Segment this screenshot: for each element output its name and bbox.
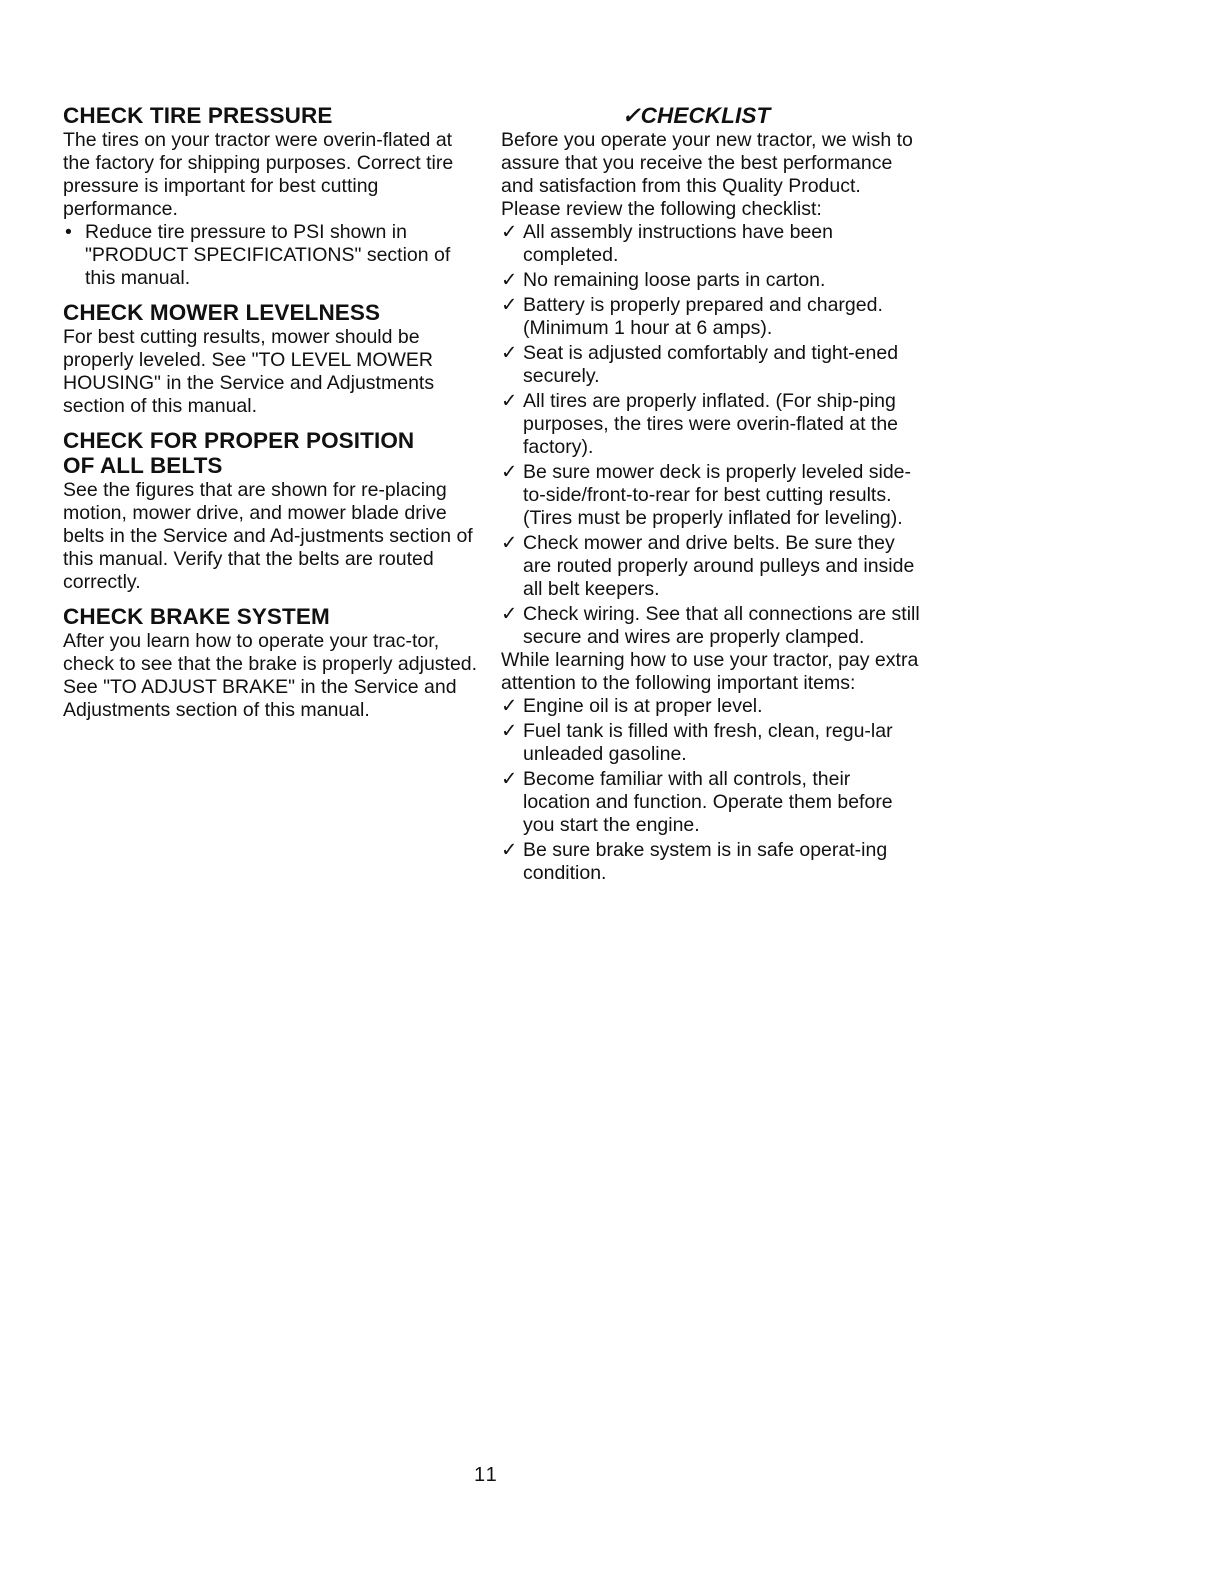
section-body-tire-pressure: The tires on your tractor were overin-flated at the factory for shipping purposes. Correct tire pressure is important for best cutting performance.	[63, 129, 454, 220]
check-icon: ✓	[501, 603, 518, 625]
checklist-item	[501, 532, 921, 601]
check-icon: ✓	[501, 342, 518, 364]
check-icon: ✓	[501, 269, 518, 291]
section-body-brake-system: After you learn how to operate your trac-tor, check to see that the brake is properly adjusted. See "TO ADJUST BRAKE" in the Service and Adjustments section of this manual.	[63, 630, 478, 721]
checklist-item-text: Seat is adjusted comfortably and tight-ened securely.	[523, 342, 899, 387]
checklist-item	[501, 603, 921, 649]
check-icon: ✓	[501, 768, 518, 790]
section-body-belts: See the figures that are shown for re-placing motion, mower drive, and mower blade drive belts in the Service and Ad-justments section of this manual. Verify that the belts are routed correctly.	[63, 479, 473, 593]
bullet-item-psi	[63, 221, 483, 290]
checklist-item-text: All assembly instructions have been completed.	[523, 221, 833, 266]
section-title-belts-line2: OF ALL BELTS	[63, 453, 223, 478]
check-icon: ✓	[501, 390, 518, 412]
check-icon: ✓	[501, 532, 518, 554]
check-icon: ✓	[501, 461, 518, 483]
check-icon: ✓	[501, 720, 518, 742]
right-column	[501, 104, 921, 885]
checklist-item	[501, 695, 921, 718]
checklist-title: ✓CHECKLIST	[621, 103, 771, 128]
checklist-item	[501, 269, 921, 292]
section-title-brake-system: CHECK BRAKE SYSTEM	[63, 604, 330, 629]
section-title-belts-line1: CHECK FOR PROPER POSITION	[63, 428, 415, 453]
checklist-item	[501, 294, 921, 340]
checklist-item	[501, 839, 921, 885]
left-column	[63, 104, 483, 722]
bullet-icon: •	[65, 221, 72, 243]
section-title-mower-levelness: CHECK MOWER LEVELNESS	[63, 300, 381, 325]
checklist-item-text: Become familiar with all controls, their location and function. Operate them before you start the engine.	[523, 768, 893, 836]
checklist-item	[501, 461, 921, 530]
check-icon: ✓	[501, 294, 518, 316]
checklist-item-text: Engine oil is at proper level.	[523, 695, 763, 717]
checklist-item-text: Be sure brake system is in safe operat-ing condition.	[523, 839, 888, 884]
checklist-item	[501, 342, 921, 388]
checklist-item-text: Be sure mower deck is properly leveled side-to-side/front-to-rear for best cutting results. (Tires must be properly inflated for leveling).	[523, 461, 912, 529]
section-title-tire-pressure: CHECK TIRE PRESSURE	[63, 103, 333, 128]
check-icon: ✓	[501, 695, 518, 717]
checklist-item-text: No remaining loose parts in carton.	[523, 269, 826, 291]
checklist-intro: Before you operate your new tractor, we wish to assure that you receive the best performance and satisfaction from this Quality Product.	[501, 129, 913, 197]
checklist-item	[501, 390, 921, 459]
checklist-item-text: Fuel tank is filled with fresh, clean, regu-lar unleaded gasoline.	[523, 720, 893, 765]
checklist-item	[501, 768, 921, 837]
check-icon: ✓	[501, 221, 518, 243]
checklist-item	[501, 720, 921, 766]
check-icon: ✓	[501, 839, 518, 861]
checklist-item	[501, 221, 921, 267]
checklist-review-line: Please review the following checklist:	[501, 198, 822, 220]
checklist-item-text: Check mower and drive belts. Be sure they are routed properly around pulleys and inside all belt keepers.	[523, 532, 915, 600]
checklist-item-text: Check wiring. See that all connections are still secure and wires are properly clamped.	[523, 603, 920, 648]
section-body-mower-levelness: For best cutting results, mower should be properly leveled. See "TO LEVEL MOWER HOUSING" in the Service and Adjustments section of this manual.	[63, 326, 435, 417]
page-number: 11	[474, 1464, 499, 1486]
checklist-while-line: While learning how to use your tractor, pay extra attention to the following important items:	[501, 649, 919, 694]
checklist-item-text: All tires are properly inflated. (For ship-ping purposes, the tires were overin-flated at the factory).	[523, 390, 899, 458]
bullet-text: Reduce tire pressure to PSI shown in "PRODUCT SPECIFICATIONS" section of this manual.	[85, 221, 451, 289]
checklist-item-text: Battery is properly prepared and charged. (Minimum 1 hour at 6 amps).	[523, 294, 883, 339]
